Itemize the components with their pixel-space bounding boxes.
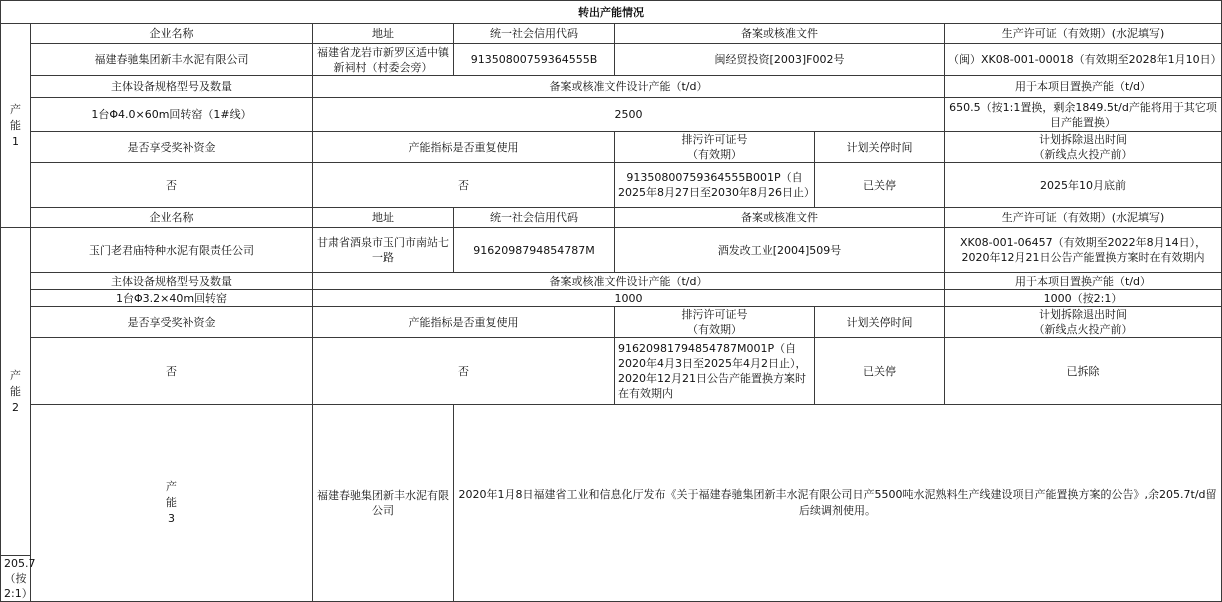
production-license: （闽）XK08-001-00018（有效期至2028年1月10日）: [945, 44, 1222, 76]
permit-value: 91620981794854787M001P（自2020年4月3日至2025年4月2日止），2020年12月21日公告产能置换方案时在有效期内: [615, 338, 815, 405]
permit-value: 91350800759364555B001P（自2025年8月27日至2030年8月26日止）: [615, 163, 815, 208]
header-design-capacity: 备案或核准文件设计产能（t/d）: [313, 76, 945, 98]
company-address: 甘肃省酒泉市玉门市南站七一路: [313, 228, 454, 273]
replace-capacity: 650.5（按1:1置换，剩余1849.5t/d产能将用于其它项目产能置换）: [945, 98, 1222, 132]
demolish-value: 2025年10月底前: [945, 163, 1222, 208]
replace-capacity: 205.7（按2:1）: [1, 556, 31, 602]
header-reuse: 产能指标是否重复使用: [313, 307, 615, 338]
header-filing-doc: 备案或核准文件: [615, 24, 945, 44]
header-replace-capacity: 用于本项目置换产能（t/d）: [945, 273, 1222, 290]
header-equipment: 主体设备规格型号及数量: [31, 76, 313, 98]
company-name: 玉门老君庙特种水泥有限责任公司: [31, 228, 313, 273]
equipment-spec: 1台Φ3.2×40m回转窑: [31, 290, 313, 307]
filing-doc: 闽经贸投资[2003]F002号: [615, 44, 945, 76]
reuse-value: 否: [313, 338, 615, 405]
replace-capacity: 1000（按2:1）: [945, 290, 1222, 307]
subsidy-value: 否: [31, 338, 313, 405]
header-license: 生产许可证（有效期）(水泥填写): [945, 24, 1222, 44]
header-subsidy: 是否享受奖补资金: [31, 132, 313, 163]
header-license: 生产许可证（有效期）(水泥填写): [945, 208, 1222, 228]
shutdown-value: 已关停: [815, 163, 945, 208]
reuse-value: 否: [313, 163, 615, 208]
section-3-label: 产 能 3: [31, 405, 313, 602]
section-1-label: 产 能 1: [1, 24, 31, 228]
company-name: 福建春驰集团新丰水泥有限公司: [31, 44, 313, 76]
section-2-label: 产 能 2: [1, 228, 31, 556]
header-subsidy: 是否享受奖补资金: [31, 307, 313, 338]
design-capacity: 1000: [313, 290, 945, 307]
filing-doc: 酒发改工业[2004]509号: [615, 228, 945, 273]
header-shutdown: 计划关停时间: [815, 132, 945, 163]
company-name: 福建春驰集团新丰水泥有限公司: [313, 405, 454, 602]
design-capacity: 2500: [313, 98, 945, 132]
header-reuse: 产能指标是否重复使用: [313, 132, 615, 163]
credit-code: 9162098794854787M: [454, 228, 615, 273]
demolish-value: 已拆除: [945, 338, 1222, 405]
shutdown-value: 已关停: [815, 338, 945, 405]
header-shutdown: 计划关停时间: [815, 307, 945, 338]
header-demolish: 计划拆除退出时间 （新线点火投产前）: [945, 132, 1222, 163]
header-address: 地址: [313, 24, 454, 44]
header-company: 企业名称: [31, 24, 313, 44]
header-replace-capacity: 用于本项目置换产能（t/d）: [945, 76, 1222, 98]
header-company: 企业名称: [31, 208, 313, 228]
header-permit: 排污许可证号 （有效期）: [615, 307, 815, 338]
header-equipment: 主体设备规格型号及数量: [31, 273, 313, 290]
section-3-note: 2020年1月8日福建省工业和信息化厅发布《关于福建春驰集团新丰水泥有限公司日产5500吨水泥熟料生产线建设项目产能置换方案的公告》,余205.7t/d留后续调剂使用。: [454, 405, 1222, 602]
header-permit: 排污许可证号 （有效期）: [615, 132, 815, 163]
production-license: XK08-001-06457（有效期至2022年8月14日），2020年12月21日公告产能置换方案时在有效期内: [945, 228, 1222, 273]
header-credit-code: 统一社会信用代码: [454, 24, 615, 44]
company-address: 福建省龙岩市新罗区适中镇新祠村（村委会旁）: [313, 44, 454, 76]
header-filing-doc: 备案或核准文件: [615, 208, 945, 228]
header-design-capacity: 备案或核准文件设计产能（t/d）: [313, 273, 945, 290]
header-credit-code: 统一社会信用代码: [454, 208, 615, 228]
table-title: 转出产能情况: [1, 1, 1222, 24]
subsidy-value: 否: [31, 163, 313, 208]
header-demolish: 计划拆除退出时间 （新线点火投产前）: [945, 307, 1222, 338]
equipment-spec: 1台Φ4.0×60m回转窑（1#线）: [31, 98, 313, 132]
credit-code: 91350800759364555B: [454, 44, 615, 76]
header-address: 地址: [313, 208, 454, 228]
